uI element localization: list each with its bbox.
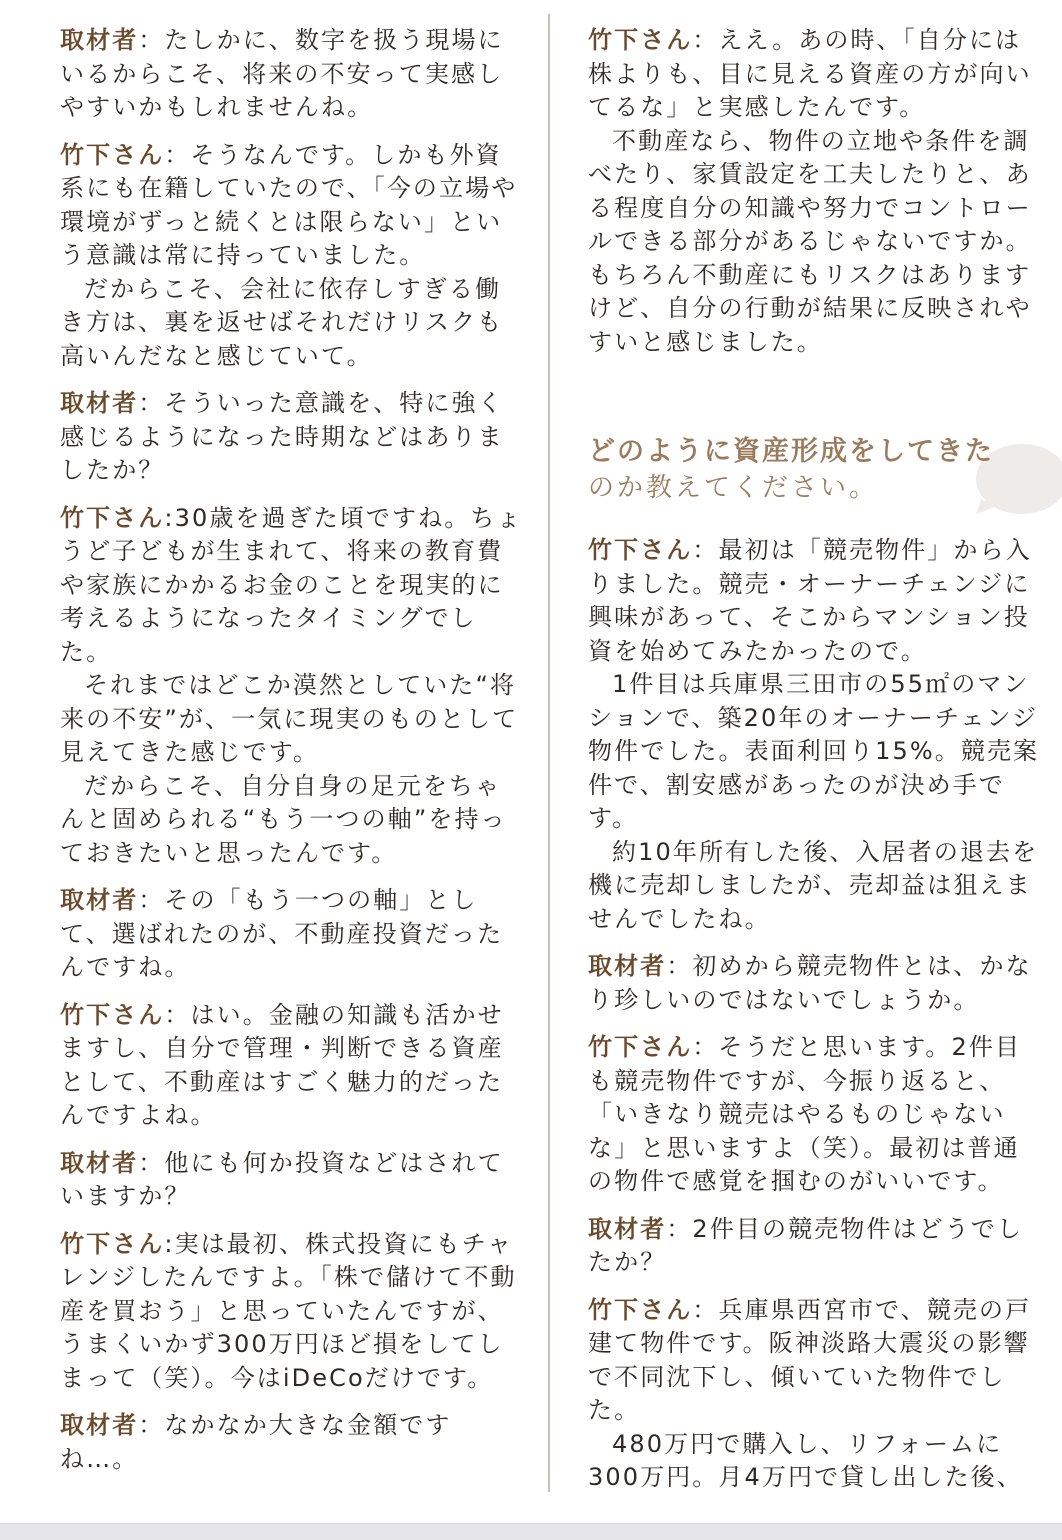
speaker-name: 取材者 — [60, 26, 139, 54]
dialogue-paragraph — [588, 950, 1043, 1017]
dialogue-text: :実は最初、株式投資にもチャレンジしたんですよ。「株で儲けて不動産を買おう」と思っていたんですが、うまくいかず300万円ほど損をしてしまって（笑）。今はiDeCoだけです。 — [60, 1229, 517, 1392]
speaker-name: 竹下さん — [588, 26, 693, 54]
dialogue-paragraph — [588, 534, 1043, 936]
dialogue-text: ：ええ。あの時、「自分には株よりも、目に見える資産の方が向いてるな」と実感したんです。 — [588, 26, 1032, 121]
dialogue-text: ：初めから競売物件とは、かなり珍しいのではないでしょうか。 — [588, 952, 1032, 1014]
dialogue-text: ：なかなか大きな金額ですね…。 — [60, 1411, 452, 1473]
dialogue-text: ：2件目の競売物件はどうでしたか？ — [588, 1214, 1023, 1276]
dialogue-paragraph — [588, 24, 1043, 359]
dialogue-line — [60, 1228, 525, 1396]
dialogue-paragraph — [60, 884, 525, 985]
dialogue-text: ：そうだと思います。2件目も競売物件ですが、今振り返ると、「いきなり競売はやるものじゃないな」と思いますよ（笑）。最初は普通の物件で感覚を掴むのがいいです。 — [588, 1033, 1022, 1195]
speaker-name: 竹下さん — [588, 1295, 693, 1324]
speaker-name: 竹下さん — [588, 536, 693, 564]
dialogue-paragraph — [60, 139, 525, 374]
dialogue-line — [60, 1147, 525, 1214]
dialogue-paragraph — [588, 1294, 1043, 1495]
dialogue-paragraph — [60, 24, 525, 125]
dialogue-paragraph — [588, 1031, 1043, 1199]
dialogue-paragraph — [60, 1228, 525, 1396]
speaker-name: 取材者 — [588, 1214, 667, 1243]
dialogue-line — [588, 534, 1043, 668]
dialogue-text: ：たしかに、数字を扱う現場にいるからこそ、将来の不安って実感しやすいかもしれませんね。 — [60, 26, 504, 121]
dialogue-paragraph — [60, 1409, 525, 1476]
dialogue-paragraph — [60, 999, 525, 1133]
dialogue-continuation: 1件目は兵庫県三田市の55㎡のマンションで、築20年のオーナーチェンジ物件でした。表面利回り15%。競売案件で、割安感があったのが決め手です。 — [588, 670, 1040, 832]
dialogue-line — [588, 24, 1043, 125]
dialogue-continuation: だからこそ、会社に依存しすぎる働き方は、裏を返せばそれだけリスクも高いんだなと感じていて。 — [60, 274, 504, 370]
dialogue-text: ：最初は「競売物件」から入りました。競売・オーナーチェンジに興味があって、そこからマンション投資を始めてみたかったので。 — [588, 536, 1032, 665]
speaker-name: 竹下さん — [588, 1033, 693, 1061]
dialogue-text: ：兵庫県西宮市で、競売の戸建て物件です。阪神淡路大震災の影響で不同沈下し、傾いていた物件でした。 — [588, 1295, 1032, 1424]
dialogue-paragraph — [60, 1147, 525, 1214]
dialogue-line — [60, 24, 525, 125]
dialogue-text: ：他にも何か投資などはされていますか？ — [60, 1148, 504, 1210]
speaker-name: 取材者 — [60, 1411, 139, 1439]
dialogue-paragraph — [60, 387, 525, 488]
speaker-name: 竹下さん — [60, 1000, 165, 1029]
dialogue-line — [60, 387, 525, 488]
speaker-name: 取材者 — [60, 886, 139, 914]
dialogue-continuation: だからこそ、自分自身の足元をちゃんと固められる“もう一つの軸”を持っておきたいと思ったんです。 — [60, 771, 507, 867]
section-heading-line2: のか教えてください。 — [588, 473, 879, 503]
dialogue-line — [60, 999, 525, 1133]
left-column — [60, 24, 525, 1490]
dialogue-continuation: 480万円で購入し、リフォームに300万円。月4万円で貸し出した後、 — [588, 1429, 1023, 1491]
dialogue-line — [60, 502, 525, 670]
section-heading — [588, 434, 1043, 506]
dialogue-paragraph — [588, 1213, 1043, 1280]
dialogue-line — [588, 1294, 1043, 1428]
right-column — [588, 24, 1043, 1509]
column-divider — [548, 14, 550, 1492]
dialogue-line — [588, 950, 1043, 1017]
dialogue-line — [60, 139, 525, 273]
dialogue-text: :30歳を過ぎた頃ですね。ちょうど子どもが生まれて、将来の教育費や家族にかかるお金のことを現実的に考えるようになったタイミングでした。 — [60, 503, 523, 666]
speaker-name: 取材者 — [60, 1148, 139, 1177]
dialogue-text: ：その「もう一つの軸」として、選ばれたのが、不動産投資だったんですね。 — [60, 886, 504, 981]
dialogue-paragraph — [60, 502, 525, 871]
speaker-name: 竹下さん — [60, 503, 165, 532]
dialogue-line — [60, 1409, 525, 1476]
section-heading-line1: どのように資産形成をしてきた — [588, 436, 994, 467]
dialogue-text: ：そういった意識を、特に強く感じるようになった時期などはありましたか？ — [60, 389, 504, 484]
dialogue-text: ：そうなんです。しかも外資系にも在籍していたので、「今の立場や環境がずっと続くとは限らない」という意識は常に持っていました。 — [60, 140, 518, 269]
dialogue-line — [60, 884, 525, 985]
speaker-name: 竹下さん — [60, 1229, 165, 1258]
dialogue-line — [588, 1213, 1043, 1280]
speaker-name: 竹下さん — [60, 140, 165, 169]
dialogue-continuation: 不動産なら、物件の立地や条件を調べたり、家賃設定を工夫したりと、ある程度自分の知識や努力でコントロールできる部分があるじゃないですか。もちろん不動産にもリスクはありますけど、自分の行動が結果に反映されやすいと感じました。 — [588, 126, 1032, 356]
dialogue-continuation: 約10年所有した後、入居者の退去を機に売却しましたが、売却益は狙えませんでしたね。 — [588, 837, 1039, 933]
dialogue-line — [588, 1031, 1043, 1199]
speaker-name: 取材者 — [60, 389, 139, 417]
dialogue-text: ：はい。金融の知識も活かせますし、自分で管理・判断できる資産として、不動産はすごく魅力的だったんですよね。 — [60, 1000, 504, 1129]
footer-bar — [0, 1523, 1062, 1540]
dialogue-continuation: それまではどこか漠然としていた“将来の不安”が、一気に現実のものとして見えてきた感じです。 — [60, 671, 519, 766]
speaker-name: 取材者 — [588, 952, 667, 980]
